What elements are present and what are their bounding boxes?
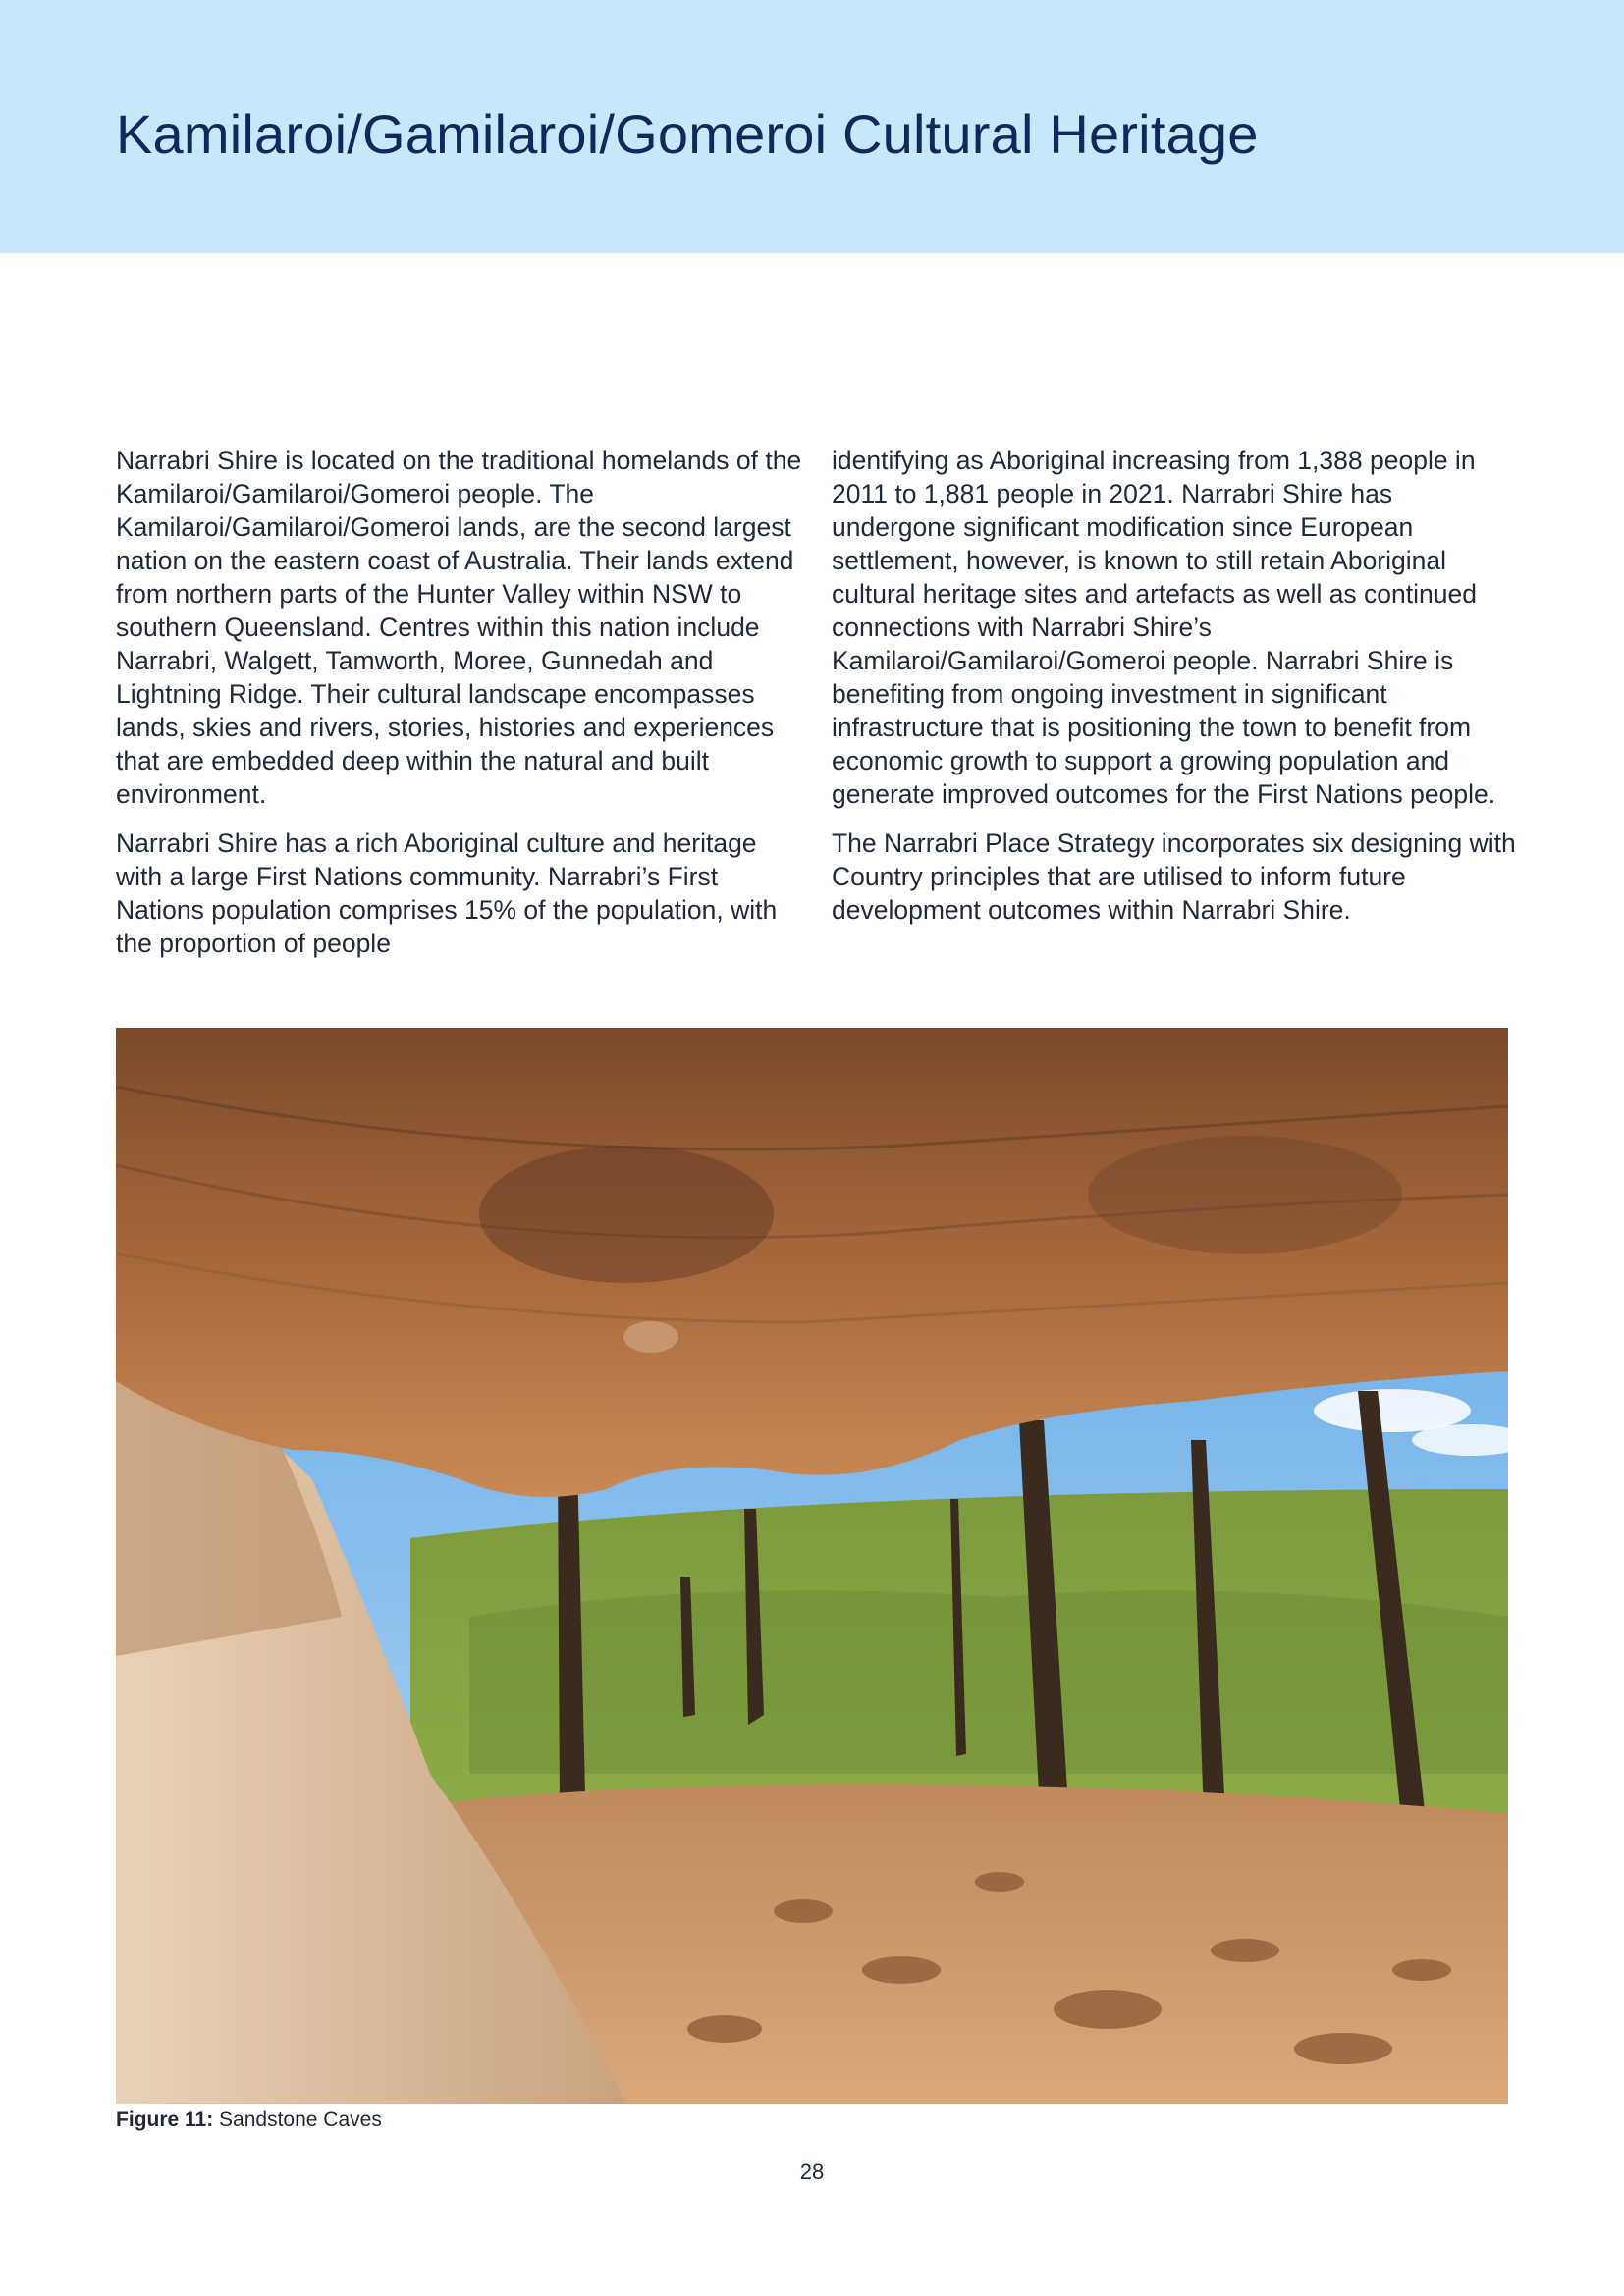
paragraph: The Narrabri Place Strategy incorporates six designing with Country principles that are utilised to inform future development outcomes within Narrabri Shire. bbox=[832, 828, 1516, 925]
paragraph: Narrabri Shire is located on the traditional homelands of the Kamilaroi/Gamilaroi/Gomeroi people. The Kamilaroi/Gamilaroi/Gomeroi lands, are the second largest nation on the eastern coast of Australia. Their lands extend from northern parts of the Hunter Valley within NSW to southern Queensland. Centres within this nation include Narrabri, Walgett, Tamworth, Moree, Gunnedah and Lightning Ridge. Their cultural landscape encompasses lands, skies and rivers, stories, histories and experiences that are embedded deep within the natural and built environment. bbox=[116, 446, 802, 809]
figure-label: Figure 11: bbox=[116, 2109, 214, 2131]
page-number: 28 bbox=[799, 2160, 825, 2184]
paragraph: Narrabri Shire has a rich Aboriginal culture and heritage with a large First Nations community. Narrabri’s First Nations population comprises 15% of the population, with the proportion of people bbox=[116, 828, 778, 958]
figure-caption-text: Sandstone Caves bbox=[213, 2109, 382, 2131]
body-column-left bbox=[116, 444, 803, 976]
page-title: Kamilaroi/Gamilaroi/Gomeroi Cultural Heritage bbox=[116, 103, 1259, 165]
figure-caption bbox=[116, 2109, 382, 2132]
body-column-right bbox=[832, 444, 1519, 942]
paragraph: identifying as Aboriginal increasing from 1,388 people in 2011 to 1,881 people in 2021. Narrabri Shire has undergone significant modification since European settlement, however, is known to still retain Aboriginal cultural heritage sites and artefacts as well as continued connections with Narrabri Shire’s Kamilaroi/Gamilaroi/Gomeroi people. Narrabri Shire is benefiting from ongoing investment in significant infrastructure that is positioning the town to benefit from economic growth to support a growing population and generate improved outcomes for the First Nations people. bbox=[832, 446, 1496, 809]
sandstone-caves-photo bbox=[116, 1028, 1508, 2104]
